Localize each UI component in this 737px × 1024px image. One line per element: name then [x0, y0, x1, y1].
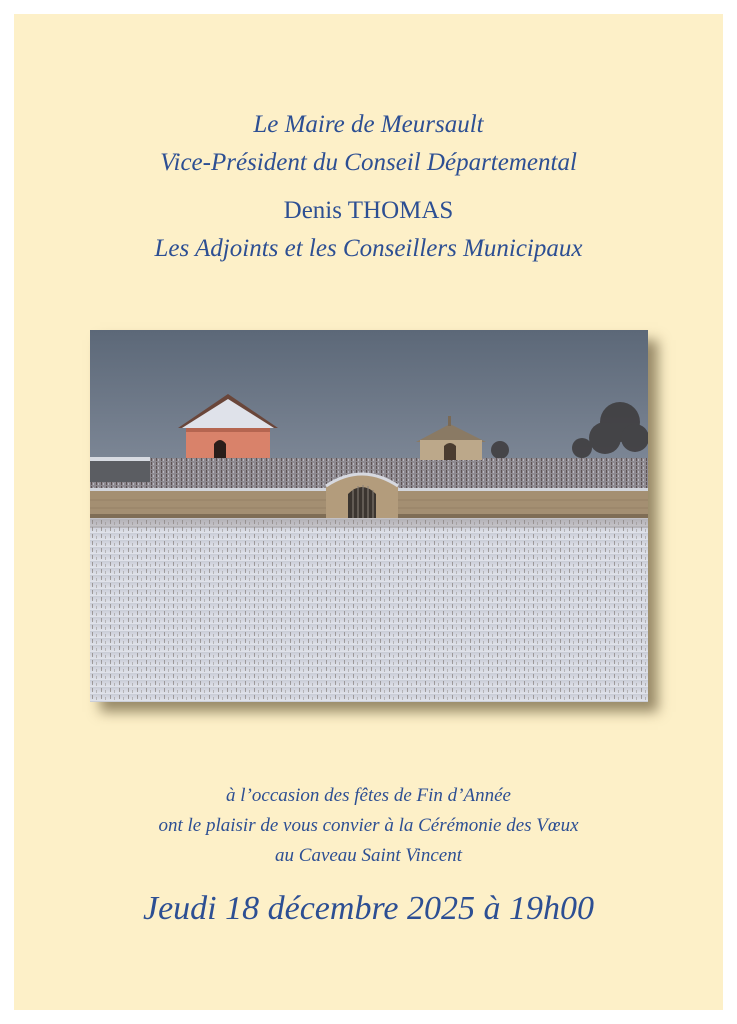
mayor-role: Vice-Président du Conseil Départemental — [160, 149, 577, 176]
council-line: Les Adjoints et les Conseillers Municipaux — [154, 235, 583, 262]
ceremony-line: ont le plaisir de vous convier à la Cérémonie des Vœux — [158, 815, 579, 836]
occasion-line: à l’occasion des fêtes de Fin d’Année — [226, 785, 511, 806]
mayor-name: Denis THOMAS — [283, 197, 454, 224]
event-date: Jeudi 18 décembre 2025 à 19h00 — [142, 890, 594, 927]
mayor-title: Le Maire de Meursault — [253, 111, 484, 138]
venue-line: au Caveau Saint Vincent — [275, 845, 462, 866]
vineyard-photo — [90, 330, 648, 702]
snowy-vineyard-image — [90, 330, 648, 702]
invitation-card — [14, 14, 723, 1010]
